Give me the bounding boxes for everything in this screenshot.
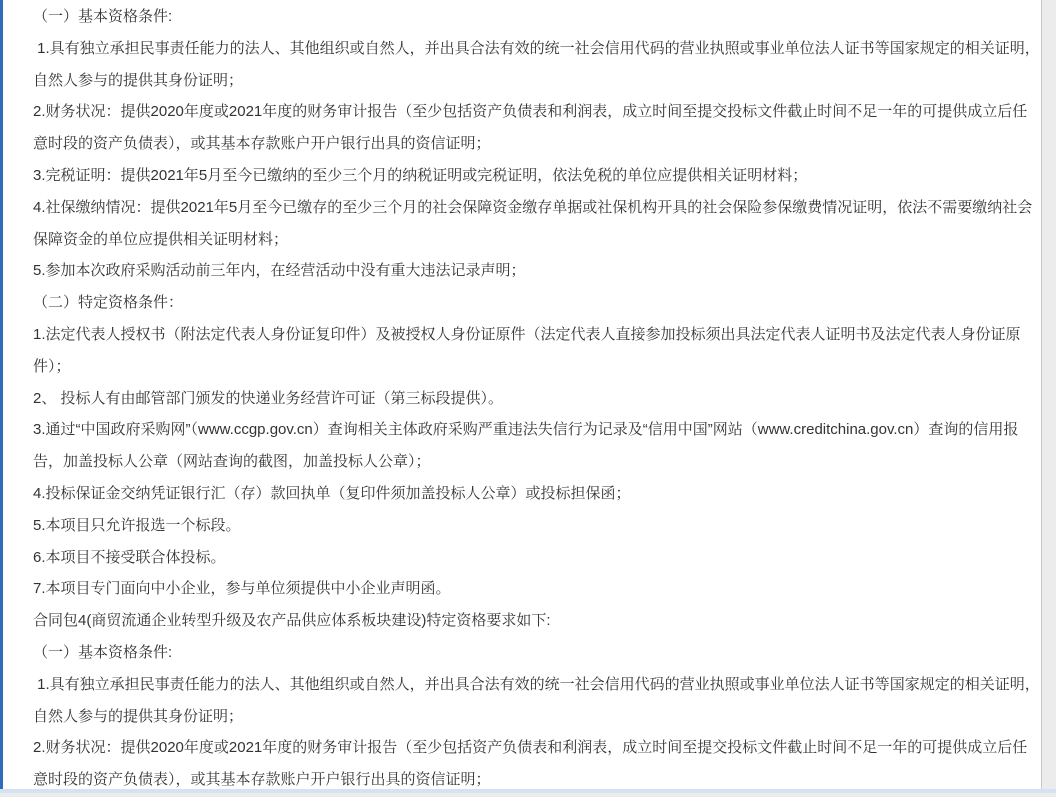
document-body xyxy=(33,1,1041,789)
document-paragraph: 6.本项目不接受联合体投标。 xyxy=(33,548,226,566)
document-paragraph: 合同包4(商贸流通企业转型升级及农产品供应体系板块建设)特定资格要求如下: xyxy=(33,612,551,630)
document-paragraph: 5.本项目只允许报选一个标段。 xyxy=(33,516,241,534)
document-paragraph: 1.具有独立承担民事责任能力的法人、其他组织或自然人，并出具合法有效的统一社会信用代码的营业执照或事业单位法人证书等国家规定的相关证明，自然人参与的提供其身份证明； xyxy=(33,675,1040,725)
document-paragraph: （一）基本资格条件: xyxy=(33,643,173,661)
document-paragraph: 3.完税证明：提供2021年5月至今已缴纳的至少三个月的纳税证明或完税证明，依法免税的单位应提供相关证明材料； xyxy=(33,166,808,184)
document-paragraph: 1.法定代表人授权书（附法定代表人身份证复印件）及被授权人身份证原件（法定代表人直接参加投标须出具法定代表人证明书及法定代表人身份证原件）； xyxy=(33,325,1021,375)
document-paragraph: 2.财务状况：提供2020年度或2021年度的财务审计报告（至少包括资产负债表和利润表，成立时间至提交投标文件截止时间不足一年的可提供成立后任意时段的资产负债表），或其基本存款账户开户银行出具的资信证明； xyxy=(33,103,1028,153)
document-paragraph: 5.参加本次政府采购活动前三年内，在经营活动中没有重大违法记录声明； xyxy=(33,262,526,280)
document-paragraph: 3.通过“中国政府采购网”（www.ccgp.gov.cn）查询相关主体政府采购严重违法失信行为记录及“信用中国”网站（www.creditchina.gov.cn）查询的信用报告，加盖投标人公章（网站查询的截图，加盖投标人公章）； xyxy=(33,421,1019,471)
document-paragraph: 4.社保缴纳情况：提供2021年5月至今已缴存的至少三个月的社会保障资金缴存单据或社保机构开具的社会保险参保缴费情况证明，依法不需要缴纳社会保障资金的单位应提供相关证明材料； xyxy=(33,198,1033,248)
document-paragraph: 2.财务状况：提供2020年度或2021年度的财务审计报告（至少包括资产负债表和利润表，成立时间至提交投标文件截止时间不足一年的可提供成立后任意时段的资产负债表），或其基本存款账户开户银行出具的资信证明； xyxy=(33,739,1028,789)
document-paragraph: 7.本项目专门面向中小企业，参与单位须提供中小企业声明函。 xyxy=(33,580,451,598)
bottom-gutter xyxy=(0,793,1056,797)
document-paragraph: 1.具有独立承担民事责任能力的法人、其他组织或自然人，并出具合法有效的统一社会信用代码的营业执照或事业单位法人证书等国家规定的相关证明，自然人参与的提供其身份证明； xyxy=(33,39,1040,89)
document-paragraph: 4.投标保证金交纳凭证银行汇（存）款回执单（复印件须加盖投标人公章）或投标担保函； xyxy=(33,484,631,502)
document-paragraph: 2、 投标人有由邮管部门颁发的快递业务经营许可证（第三标段提供）。 xyxy=(33,389,504,407)
document-paragraph: （一）基本资格条件: xyxy=(33,8,173,25)
document-paragraph: （二）特定资格条件： xyxy=(33,294,184,312)
